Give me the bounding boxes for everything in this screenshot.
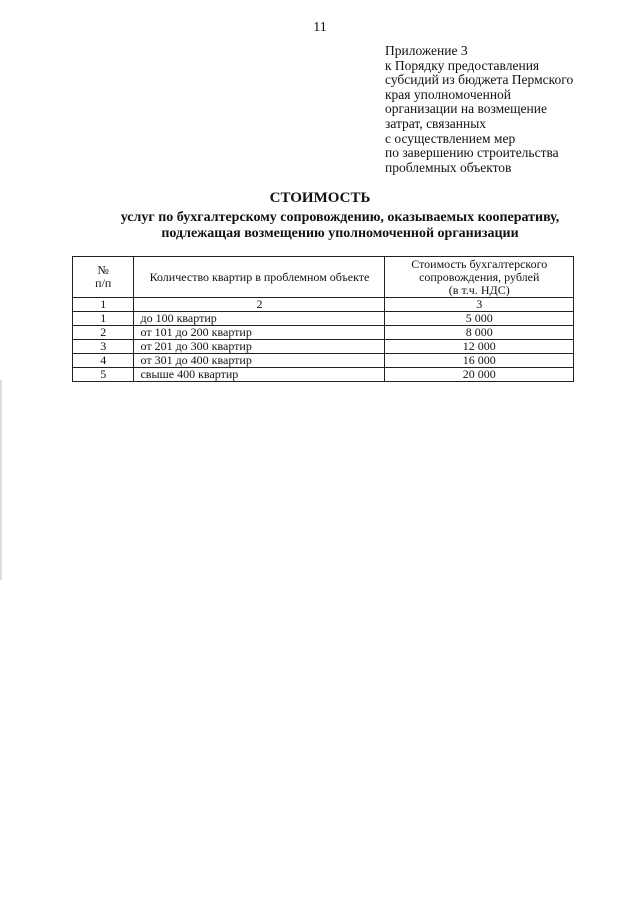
row-description: до 100 квартир [134,312,385,326]
row-value: 8 000 [385,326,574,340]
appendix-line: с осуществлением мер [385,130,516,146]
appendix-line: края уполномоченной [385,86,512,102]
row-value: 20 000 [385,368,574,382]
row-description: от 101 до 200 квартир [134,326,385,340]
row-number: 2 [73,326,134,340]
header-cost-line: Стоимость бухгалтерского [411,256,548,271]
header-cost-line: сопровождения, рублей [419,269,540,284]
row-description: от 201 до 300 квартир [134,340,385,354]
table-row [73,354,574,368]
appendix-note [385,44,625,175]
table-header-row [73,257,574,298]
header-cost [385,257,574,298]
column-index: 1 [73,298,134,312]
scan-edge-mark [0,380,2,580]
appendix-line: к Порядку предоставления [385,57,540,73]
cost-table [72,256,574,382]
header-cost-line: (в т.ч. НДС) [448,282,510,297]
column-index: 2 [134,298,385,312]
row-number: 1 [73,312,134,326]
appendix-line: Приложение 3 [385,43,468,58]
table-row [73,368,574,382]
row-number: 3 [73,340,134,354]
appendix-line: по завершению строительства [385,145,559,161]
header-apartments: Количество квартир в проблемном объекте [134,257,385,298]
table-row [73,326,574,340]
table-row [73,312,574,326]
document-title: СТОИМОСТЬ [269,190,371,206]
page-number: 11 [313,20,327,35]
column-index: 3 [385,298,574,312]
appendix-line: организации на возмещение [385,101,547,117]
row-number: 5 [73,368,134,382]
row-value: 16 000 [385,354,574,368]
subtitle-line-2: подлежащая возмещению уполномоченной организации [161,225,519,241]
header-number-line: п/п [95,276,112,290]
appendix-line: субсидий из бюджета Пермского [385,72,574,88]
document-subtitle [0,210,640,241]
row-number: 4 [73,354,134,368]
row-description: от 301 до 400 квартир [134,354,385,368]
appendix-line: затрат, связанных [385,115,487,131]
row-value: 5 000 [385,312,574,326]
table-row [73,340,574,354]
header-number [73,257,134,298]
row-value: 12 000 [385,340,574,354]
column-index-row [73,298,574,312]
subtitle-line-1: услуг по бухгалтерскому сопровождению, оказываемых кооперативу, [120,210,560,225]
appendix-line: проблемных объектов [385,159,512,175]
header-number-line: № [97,263,109,277]
row-description: свыше 400 квартир [134,368,385,382]
